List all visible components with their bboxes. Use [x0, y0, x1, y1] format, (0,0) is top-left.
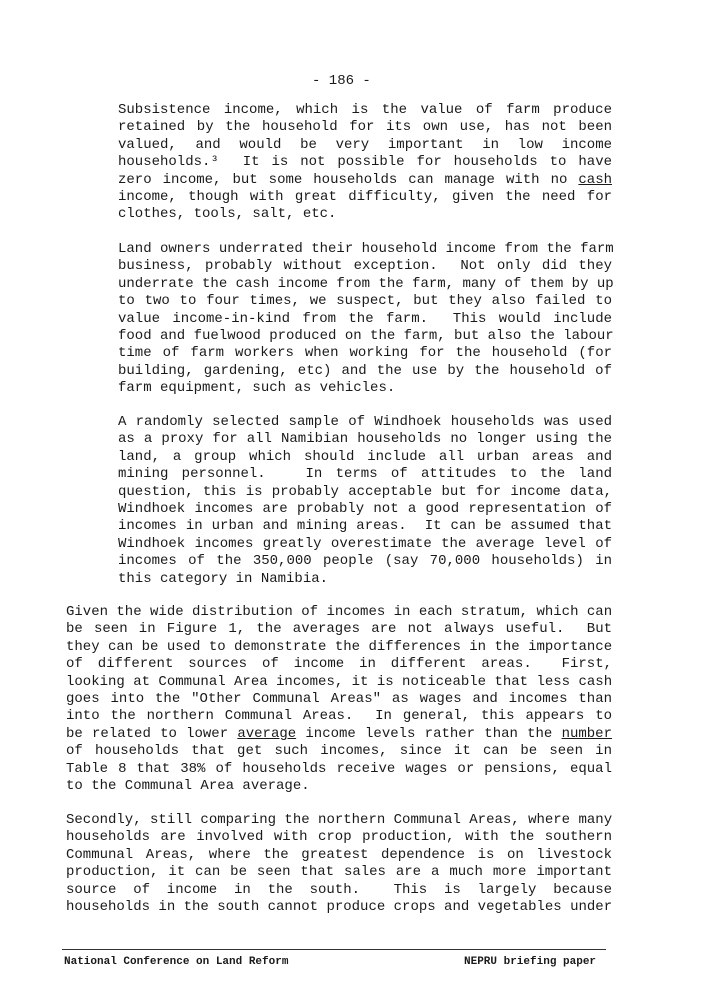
text-line: be related to lower average income levels rather than the number [66, 725, 612, 742]
text-line: be seen in Figure 1, the averages are not always useful. But [66, 621, 612, 638]
text-line: time of farm workers when working for the household (for [118, 345, 612, 362]
paragraph-north-south-comparison [66, 812, 612, 916]
text-line: question, this is probably acceptable but for income data, [118, 483, 612, 500]
text-line: as a proxy for all Namibian households no longer using the [118, 431, 612, 448]
underlined-word: average [237, 725, 297, 742]
text-line: this category in Namibia. [118, 570, 329, 587]
text-line: goes into the "Other Communal Areas" as wages and incomes than [66, 691, 612, 708]
text-line: of households that get such incomes, since it can be seen in [66, 743, 612, 760]
paragraph-windhoek-sample [118, 414, 612, 588]
text-line: to two to four times, we suspect, but they also failed to [118, 293, 612, 310]
text-line: farm equipment, such as vehicles. [118, 380, 396, 397]
text-line: valued, and would be very important in low income [118, 136, 612, 153]
text-line: of different sources of income in different areas. First, [66, 656, 612, 673]
text-line: incomes of the 350,000 people (say 70,000 households) in [118, 553, 612, 570]
text-line: they can be used to demonstrate the differences in the importance [66, 638, 613, 655]
text-line: source of income in the south. This is largely because [66, 881, 612, 898]
footer-divider [62, 949, 606, 950]
text-line: looking at Communal Area incomes, it is noticeable that less cash [66, 673, 613, 690]
text-line: Secondly, still comparing the northern Communal Areas, where many [66, 812, 613, 828]
text-line: households in the south cannot produce crops and vegetables under [66, 899, 613, 916]
text-line: building, gardening, etc) and the use by the household of [118, 362, 612, 379]
text-line: Table 8 that 38% of households receive wages or pensions, equal [66, 760, 612, 777]
text-line: Given the wide distribution of incomes in each stratum, which can [66, 604, 613, 620]
text-line: value income-in-kind from the farm. This would include [118, 310, 612, 327]
underlined-word: number [561, 725, 612, 742]
text-line: incomes in urban and mining areas. It can be assumed that [118, 518, 612, 535]
text-line: Communal Areas, where the greatest dependence is on livestock [66, 846, 612, 863]
text-line: Subsistence income, which is the value of farm produce [118, 102, 612, 118]
text-line: land, a group which should include all urban areas and [118, 448, 612, 465]
text-line: business, probably without exception. Not only did they [118, 258, 612, 275]
text-line: A randomly selected sample of Windhoek households was used [118, 414, 612, 430]
footer-conference-title: National Conference on Land Reform [64, 956, 289, 968]
underlined-word: cash [578, 171, 612, 188]
text-line: clothes, tools, salt, etc. [118, 206, 337, 223]
paragraph-income-distribution [66, 604, 612, 795]
text-line: food and fuelwood produced on the farm, but also the labour [118, 328, 614, 345]
paragraph-subsistence-income [118, 102, 612, 224]
text-line: retained by the household for its own use, has not been [118, 119, 612, 136]
text-line: zero income, but some households can manage with no cash [118, 171, 612, 188]
text-line: underrate the cash income from the farm, many of them by up [118, 275, 614, 292]
text-line: households are involved with crop production, with the southern [66, 829, 612, 846]
footer-series-title: NEPRU briefing paper [464, 956, 597, 968]
text-line: to the Communal Area average. [66, 778, 310, 795]
text-line: mining personnel. In terms of attitudes to the land [118, 466, 612, 483]
text-line: Windhoek incomes are probably not a good representation of [118, 501, 612, 518]
text-line: Land owners underrated their household income from the farm [118, 241, 614, 257]
text-line: households.³ It is not possible for households to have [118, 154, 612, 171]
text-line: income, though with great difficulty, given the need for [118, 189, 612, 206]
text-line: production, it can be seen that sales are a much more important [66, 864, 612, 881]
text-line: Windhoek incomes greatly overestimate the average level of [118, 535, 612, 552]
paragraph-land-owners [118, 241, 612, 398]
page-number: - 186 - [312, 73, 371, 89]
text-line: into the northern Communal Areas. In general, this appears to [66, 708, 612, 725]
